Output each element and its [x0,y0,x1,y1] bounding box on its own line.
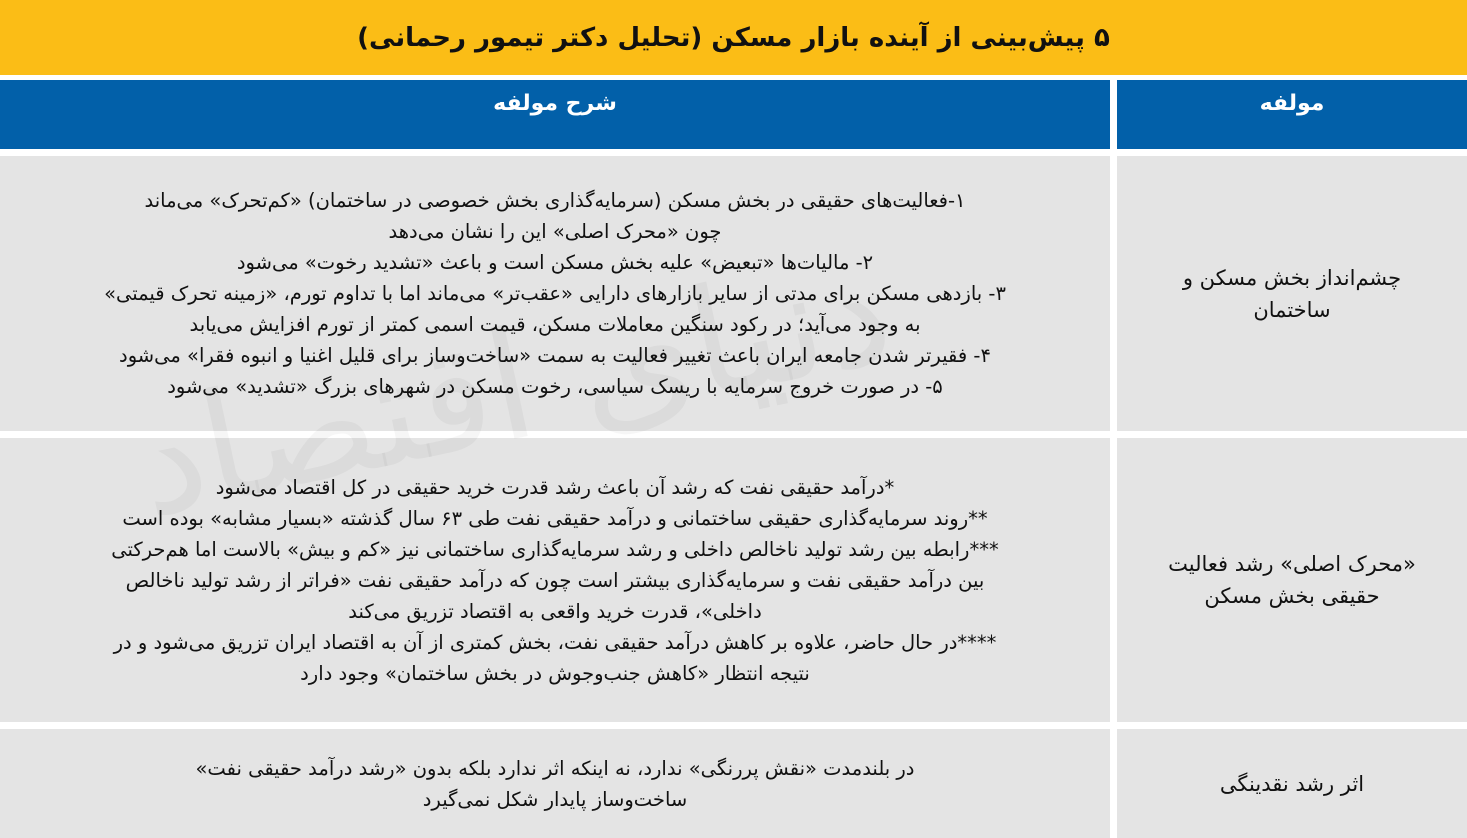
row-2-category-text: «محرک اصلی» رشد فعالیت حقیقی بخش مسکن [1168,552,1416,608]
row-2-description [0,438,1110,722]
row-1-line: ۴- فقیرتر شدن جامعه ایران باعث تغییر فعالیت به سمت «ساخت‌وساز برای قلیل اغنیا و انبوه فقرا» می‌شود [119,344,991,367]
row-2-line: داخلی»، قدرت خرید واقعی به اقتصاد تزریق می‌کند [348,599,762,623]
page-title: ۵ پیش‌بینی از آینده بازار مسکن (تحلیل دکتر تیمور رحمانی) [0,0,1467,75]
row-3-line: ساخت‌وساز پایدار شکل نمی‌گیرد [422,787,688,811]
row-1-description [0,156,1110,431]
row-1-category [1117,156,1467,431]
row-3-line: در بلندمدت «نقش پررنگی» ندارد، نه اینکه اثر ندارد بلکه بدون «رشد درآمد حقیقی نفت» [195,756,915,780]
row-2-line: ****در حال حاضر، علاوه بر کاهش درآمد حقیقی نفت، بخش کمتری از آن به اقتصاد ایران تزریق می‌شود و در [113,630,997,654]
row-1-category-text: چشم‌انداز بخش مسکن و ساختمان [1182,265,1402,322]
row-2-line: نتیجه انتظار «کاهش جنب‌وجوش در بخش ساختمان» وجود دارد [300,661,810,685]
row-2-category [1117,438,1467,722]
header-description: شرح مولفه [0,80,1110,149]
row-1-line: به وجود می‌آید؛ در رکود سنگین معاملات مسکن، قیمت اسمی کمتر از تورم افزایش می‌یابد [189,313,921,336]
row-1-line: چون «محرک اصلی» این را نشان می‌دهد [388,220,722,243]
row-1-line: ۱-فعالیت‌های حقیقی در بخش مسکن (سرمایه‌گذاری بخش خصوصی در ساختمان) «کم‌تحرک» می‌ماند [144,189,966,212]
row-3-category [1117,729,1467,838]
row-2-line: بین درآمد حقیقی نفت و سرمایه‌گذاری بیشتر است چون که درآمد حقیقی نفت «فراتر از رشد تولید ناخالص [125,568,985,592]
row-2-line: ***رابطه بین رشد تولید ناخالص داخلی و رشد سرمایه‌گذاری ساختمانی نیز «کم و بیش» بالاست اما هم‌حرکتی [111,537,999,561]
row-1-line: ۵- در صورت خروج سرمایه با ریسک سیاسی، رخوت مسکن در شهرهای بزرگ «تشدید» می‌شود [167,375,943,398]
row-3-description [0,729,1110,838]
row-2-line: *درآمد حقیقی نفت که رشد آن باعث رشد قدرت خرید حقیقی در کل اقتصاد می‌شود [215,475,895,499]
row-3-category-text: اثر رشد نقدینگی [1219,771,1365,796]
header-category: مولفه [1117,80,1467,149]
row-1-line: ۲- مالیات‌ها «تبعیض» علیه بخش مسکن است و باعث «تشدید رخوت» می‌شود [236,251,874,274]
row-2-line: **روند سرمایه‌گذاری حقیقی ساختمانی و درآمد حقیقی نفت طی ۶۳ سال گذشته «بسیار مشابه» بوده است [122,506,988,530]
row-1-line: ۳- بازدهی مسکن برای مدتی از سایر بازارهای دارایی «عقب‌تر» می‌ماند اما با تداوم تورم، «زمینه تحرک قیمتی» [104,282,1006,305]
